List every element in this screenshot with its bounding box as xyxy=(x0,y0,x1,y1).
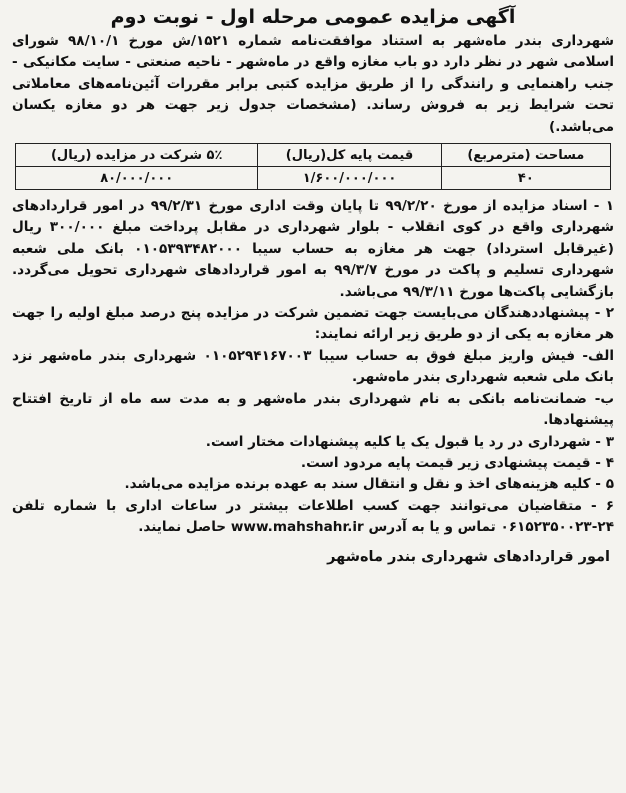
header-area: مساحت (مترمربع) xyxy=(441,144,610,167)
conditions-list xyxy=(12,196,614,539)
cell-deposit: ۸۰/۰۰۰/۰۰۰ xyxy=(16,167,258,190)
condition-2b: ب- ضمانت‌نامه بانکی به نام شهرداری بندر ماه‌شهر و به مدت سه ماه از تاریخ افتتاح پیشنهادها. xyxy=(12,390,614,429)
condition-2: ۲ - پیشنهاددهندگان می‌بایست جهت تضمین شرکت در مزایده پنج درصد مبلغ اولیه را جهت هر مغازه به یکی از دو طریق زیر ارائه نمایند: xyxy=(12,305,614,343)
header-deposit: ۵٪ شرکت در مزایده (ریال) xyxy=(16,144,258,167)
condition-1: ۱ - اسناد مزایده از مورخ ۹۹/۲/۲۰ تا پایان وقت اداری مورخ ۹۹/۲/۳۱ در امور قراردادهای شهرداری واقع در کوی انقلاب - بلوار شهرداری در مقابل پرداخت مبلغ ۳۰۰/۰۰۰ ریال (غیرقابل استرداد) جهت هر مغازه به حساب سیبا ۰۱۰۵۳۹۳۴۸۲۰۰۰ بانک ملی شعبه شهرداری تسلیم و پاکت در مورخ ۹۹/۳/۷ به امور قراردادهای شهرداری تحویل می‌گردد. بازگشایی پاکت‌ها مورخ ۹۹/۳/۱۱ می‌باشد. xyxy=(12,198,615,300)
condition-6 xyxy=(12,496,614,539)
issuer-signature: امور قراردادهای شهرداری بندر ماه‌شهر xyxy=(327,548,610,565)
condition-4: ۴ - قیمت پیشنهادی زیر قیمت پایه مردود است. xyxy=(300,454,614,471)
cell-area: ۴۰ xyxy=(441,167,610,190)
header-base-price: قیمت پایه کل(ریال) xyxy=(258,144,441,167)
condition-3: ۳ - شهرداری در رد یا قبول یک یا کلیه پیشنهادات مختار است. xyxy=(205,433,614,450)
condition-6-text: ۶ - متقاضیان می‌توانند جهت کسب اطلاعات بیشتر در ساعات اداری با شماره تلفن ۲۴-۰۶۱۵۲۳۵۰۰۲۳ تماس و یا به آدرس xyxy=(12,497,614,536)
spec-table xyxy=(15,143,611,190)
spec-table-row xyxy=(16,167,611,190)
website-link[interactable]: www.mahshahr.ir xyxy=(230,519,364,536)
condition-2a: الف- فیش واریز مبلغ فوق به حساب سیبا ۰۱۰۵۲۹۴۱۶۷۰۰۳ شهرداری بندر ماه‌شهر نزد بانک ملی شعبه شهرداری بندر ماه‌شهر. xyxy=(12,347,614,386)
condition-6-end: حاصل نمایند. xyxy=(138,519,231,536)
notice-title: آگهی مزایده عمومی مرحله اول - نوبت دوم xyxy=(110,6,516,28)
spec-table-header-row xyxy=(16,144,611,167)
condition-5: ۵ - کلیه هزینه‌های اخذ و نقل و انتقال سند به عهده برنده مزایده می‌باشد. xyxy=(124,476,614,493)
notice-intro: شهرداری بندر ماه‌شهر به استناد موافقت‌نامه شماره ۱۵۲۱/ش مورخ ۹۸/۱۰/۱ شورای اسلامی شهر در نظر دارد دو باب مغازه واقع در ماه‌شهر - ناحیه صنعتی - سایت مکانیکی - جنب راهنمایی و رانندگی را از طریق مزایده کتبی برابر مقررات آئین‌نامه‌های معاملاتی تحت شرایط زیر به فروش رساند. (مشخصات جدول زیر جهت هر دو مغازه یکسان می‌باشد.) xyxy=(12,33,614,135)
cell-base-price: ۱/۶۰۰/۰۰۰/۰۰۰ xyxy=(258,167,441,190)
